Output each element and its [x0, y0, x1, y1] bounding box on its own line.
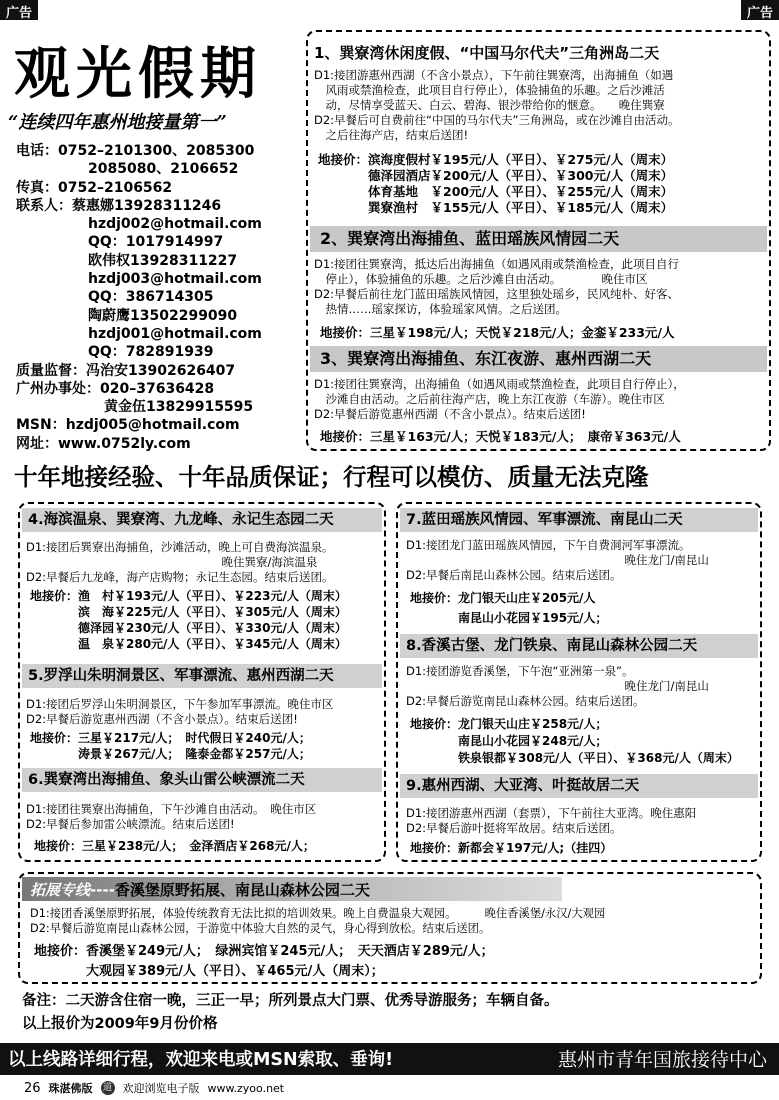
- price-line: 南昆山小花园￥248元/人；: [410, 734, 608, 748]
- price-line: 地接价：滨海度假村￥195元/人（平日）、￥275元/人（周末）: [318, 152, 674, 167]
- ad-tag-right: 广告: [741, 0, 779, 20]
- brand-title: 观光假期: [14, 41, 262, 107]
- phone-row: 电话：0752–2101300、2085300: [16, 143, 255, 159]
- route-2-title: 2、巽寮湾出海捕鱼、蓝田瑶族风情园二天: [310, 226, 767, 252]
- route-9-line: D2:早餐后游叶挺将军故居。结束后送团。: [406, 821, 622, 835]
- price-line: 大观园￥389元/人（平日）、￥465元/人（周末）；: [34, 964, 384, 979]
- website[interactable]: 网址：www.0752ly.com: [16, 435, 191, 452]
- route-6-line: D2:早餐后参加雷公峡漂流。结束后送团!: [26, 817, 235, 831]
- route-1-line: D2:早餐后可自费前往“中国的马尔代夫”三角洲岛，或在沙滩自由活动。: [314, 113, 680, 127]
- headline: 十年地接经验、十年品质保证；行程可以模仿、质量无法克隆: [14, 463, 649, 491]
- extension-title: [30, 879, 370, 900]
- route-1-line: 风雨或禁渔检查，此项目自行停止），体验捕鱼的乐趣。之后沙滩活: [314, 83, 665, 97]
- route-5-title: 5.罗浮山朱明洞景区、军事漂流、惠州西湖二天: [22, 664, 382, 688]
- price-line: 南昆山小花园￥195元/人；: [410, 611, 608, 625]
- route-7-title: 7.蓝田瑶族风情园、军事漂流、南昆山二天: [400, 508, 758, 532]
- contact-qq-3: QQ：782891939: [88, 344, 214, 361]
- page-footer: [24, 1080, 284, 1096]
- route-3-line: 沙滩自由活动。之后前往海产店，晚上东江夜游（车游）。晚住市区: [314, 392, 665, 406]
- price-line: 体育基地 ￥200元/人（平日）、￥255元/人（周末）: [318, 184, 674, 199]
- route-5-line: D1:接团后罗浮山朱明洞景区，下午参加军事漂流。晚住市区: [26, 697, 334, 711]
- route-1-line: D1:接团游惠州西湖（不含小景点），下午前往巽寮湾，出海捕鱼（如遇: [314, 68, 674, 82]
- route-3-line: D1:接团往巽寮湾，出海捕鱼（如遇风雨或禁渔检查，此项目自行停止），: [314, 377, 685, 391]
- route-5-body: [26, 697, 334, 727]
- extension-sep: ----: [90, 881, 115, 899]
- route-1-title: 1、巽寮湾休闲度假、“中国马尔代夫”三角洲岛二天: [314, 44, 660, 62]
- extension-line: D2:早餐后游览南昆山森林公园，于游览中体验大自然的灵气，身心得到放松。结束后送团。: [30, 922, 491, 935]
- route-2-body: [314, 257, 679, 317]
- page-number: 26: [24, 1080, 41, 1096]
- contact-person-2: 欧伟权13928311227: [88, 252, 238, 269]
- price-line: 地接价：龙门银天山庄￥205元/人: [410, 591, 596, 605]
- route-4-line: D2:早餐后九龙峰，海产店购物；永记生态园。结束后送团。: [26, 570, 334, 584]
- contact-person-3: 陶蔚鹰13502299090: [88, 307, 238, 324]
- fax-row: 传真：0752–2106562: [16, 179, 173, 196]
- extension-line: D1:接团香溪堡原野拓展，体验传统教育无法比拟的培训效果。晚上自费温泉大观园。 晚住香溪堡/永汉/大观园: [30, 907, 606, 920]
- route-4-prices: [30, 588, 347, 652]
- route-2-line: D1:接团往巽寮湾，抵达后出海捕鱼（如遇风雨或禁渔检查，此项目自行: [314, 257, 680, 271]
- route-2-line: D2:早餐后前往龙门蓝田瑶族风情园，这里独处瑶乡，民风纯朴、好客、: [314, 287, 680, 301]
- route-5-line: D2:早餐后游览惠州西湖（不含小景点）。结束后送团!: [26, 712, 298, 726]
- price-line: 滨 海￥225元/人（平日）、￥305元/人（周末）: [30, 605, 347, 619]
- price-line: 地接价：渔 村￥193元/人（平日）、￥223元/人（周末）: [30, 589, 347, 603]
- route-9-prices: 地接价：新都会￥197元/人;（挂四）: [410, 841, 613, 855]
- notes: [22, 990, 559, 1036]
- route-6-prices: 地接价：三星￥238元/人； 金泽酒店￥268元/人；: [34, 839, 315, 853]
- route-8-title: 8.香溪古堡、龙门铁泉、南昆山森林公园二天: [400, 634, 758, 658]
- route-7-line: D2:早餐后南昆山森林公园。结束后送团。: [406, 568, 622, 582]
- route-2-line: 热情……瑶家探访，体验瑶家风情。之后送团。: [314, 302, 567, 316]
- route-8-line: D1:接团游览香溪堡，下午泡“亚洲第一泉”。: [406, 664, 634, 678]
- contact-email-1[interactable]: hzdj002@hotmail.com: [88, 216, 262, 233]
- phone-row-2: 2085080、2106652: [88, 161, 239, 178]
- route-8-body: [406, 664, 709, 709]
- route-3-body: [314, 377, 685, 422]
- route-8-line: 晚住龙门/南昆山: [406, 679, 709, 693]
- price-line: 德泽园￥230元/人（平日）、￥330元/人（周末）: [30, 621, 347, 635]
- price-line: 地接价：香溪堡￥249元/人； 绿洲宾馆￥245元/人； 天天酒店￥289元/人；: [34, 944, 494, 959]
- footer-agency: 惠州市青年国旅接待中心: [557, 1049, 767, 1071]
- route-1-prices: [318, 152, 673, 216]
- welcome-text: 欢迎浏览电子版: [122, 1082, 200, 1095]
- route-9-line: D1:接团游惠州西湖（套票），下午前往大亚湾。晚住惠阳: [406, 806, 697, 820]
- route-6-title: 6.巽寮湾出海捕鱼、象头山雷公峡漂流二天: [22, 768, 382, 792]
- route-3-title: 3、巽寮湾出海捕鱼、东江夜游、惠州西湖二天: [310, 346, 767, 372]
- route-4-line: D1:接团后巽寮出海捕鱼，沙滩活动，晚上可自费海滨温泉。: [26, 540, 334, 554]
- route-1-line: 之后往海产店，结束后送团!: [314, 128, 469, 142]
- note-line: 以上报价为2009年9月份价格: [22, 1016, 218, 1032]
- extension-body: [30, 906, 605, 936]
- price-line: 温 泉￥280元/人（平日）、￥345元/人（周末）: [30, 637, 347, 651]
- contact-email-3[interactable]: hzdj001@hotmail.com: [88, 325, 262, 342]
- magazine-logo-icon: 道: [101, 1081, 115, 1095]
- route-4-title: 4.海滨温泉、巽寮湾、九龙峰、永记生态园二天: [22, 508, 382, 532]
- route-3-prices: 地接价：三星￥163元/人；天悦￥183元/人； 康帝￥363元/人: [320, 429, 681, 444]
- site-url[interactable]: www.zyoo.net: [207, 1081, 285, 1095]
- contact-qq-1: QQ：1017914997: [88, 234, 224, 251]
- extension-route-name: 香溪堡原野拓展、南昆山森林公园二天: [114, 881, 370, 899]
- contact-person-1: 联系人：蔡惠娜13928311246: [16, 197, 222, 214]
- route-3-line: D2:早餐后游览惠州西湖（不含小景点）。结束后送团!: [314, 407, 586, 421]
- contact-qq-2: QQ：386714305: [88, 289, 214, 306]
- route-8-prices: [410, 716, 739, 767]
- guangzhou-person: 黄金伍13829915595: [104, 399, 254, 416]
- route-1-body: [314, 68, 679, 143]
- price-line: 巽寮渔村 ￥155元/人（平日）、￥185元/人（周末）: [318, 200, 674, 215]
- quality-supervision: 质量监督：冯治安13902626407: [16, 362, 236, 379]
- price-line: 铁泉银都￥308元/人（平日）、￥368元/人（周末）: [410, 751, 739, 765]
- route-6-body: [26, 802, 316, 832]
- route-2-prices: 地接价：三星￥198元/人；天悦￥218元/人；金銮￥233元/人: [320, 325, 675, 340]
- magazine-name: 珠湛佛版: [48, 1082, 93, 1095]
- brand-slogan: “连续四年惠州地接量第一”: [8, 112, 227, 133]
- route-9-body: [406, 806, 696, 836]
- route-9-title: 9.惠州西湖、大亚湾、叶挺故居二天: [400, 774, 758, 798]
- route-4-body: [26, 540, 334, 585]
- route-5-prices: [30, 730, 311, 762]
- route-8-line: D2:早餐后游览南昆山森林公园。结束后送团。: [406, 694, 645, 708]
- route-7-line: D1:接团龙门蓝田瑶族风情园，下午自费洞河军事漂流。: [406, 538, 691, 552]
- ad-tag-left: 广告: [0, 0, 38, 20]
- route-1-line: 动，尽情享受蓝天、白云、碧海、银沙带给你的惬意。 晚住巽寮: [314, 98, 665, 112]
- price-line: 德泽园酒店￥200元/人（平日）、￥300元/人（周末）: [318, 168, 674, 183]
- route-4-line: 晚住巽寮/海滨温泉: [26, 555, 318, 569]
- route-2-line: 停止），体验捕鱼的乐趣。之后沙滩自由活动。 晚住市区: [314, 272, 648, 286]
- note-line: 备注：二天游含住宿一晚，三正一早；所列景点大门票、优秀导游服务；车辆自备。: [22, 993, 559, 1009]
- price-line: 地接价：龙门银天山庄￥258元/人；: [410, 717, 608, 731]
- route-7-body: [406, 538, 709, 583]
- extension-label: 拓展专线: [30, 881, 91, 899]
- contact-email-2[interactable]: hzdj003@hotmail.com: [88, 271, 262, 288]
- route-6-line: D1:接团往巽寮出海捕鱼，下午沙滩自由活动。 晚住市区: [26, 802, 317, 816]
- route-7-line: 晚住龙门/南昆山: [406, 553, 709, 567]
- extension-prices: [34, 942, 494, 982]
- contact-block: [16, 142, 262, 453]
- msn-contact[interactable]: MSN：hzdj005@hotmail.com: [16, 417, 240, 434]
- route-7-prices: [410, 588, 607, 628]
- guangzhou-office: 广州办事处：020–37636428: [16, 380, 215, 397]
- footer-cta: 以上线路详细行程，欢迎来电或MSN索取、垂询!: [8, 1050, 394, 1070]
- price-line: 地接价：三星￥217元/人； 时代假日￥240元/人；: [30, 731, 311, 745]
- price-line: 涛景￥267元/人； 隆泰金都￥257元/人；: [30, 747, 311, 761]
